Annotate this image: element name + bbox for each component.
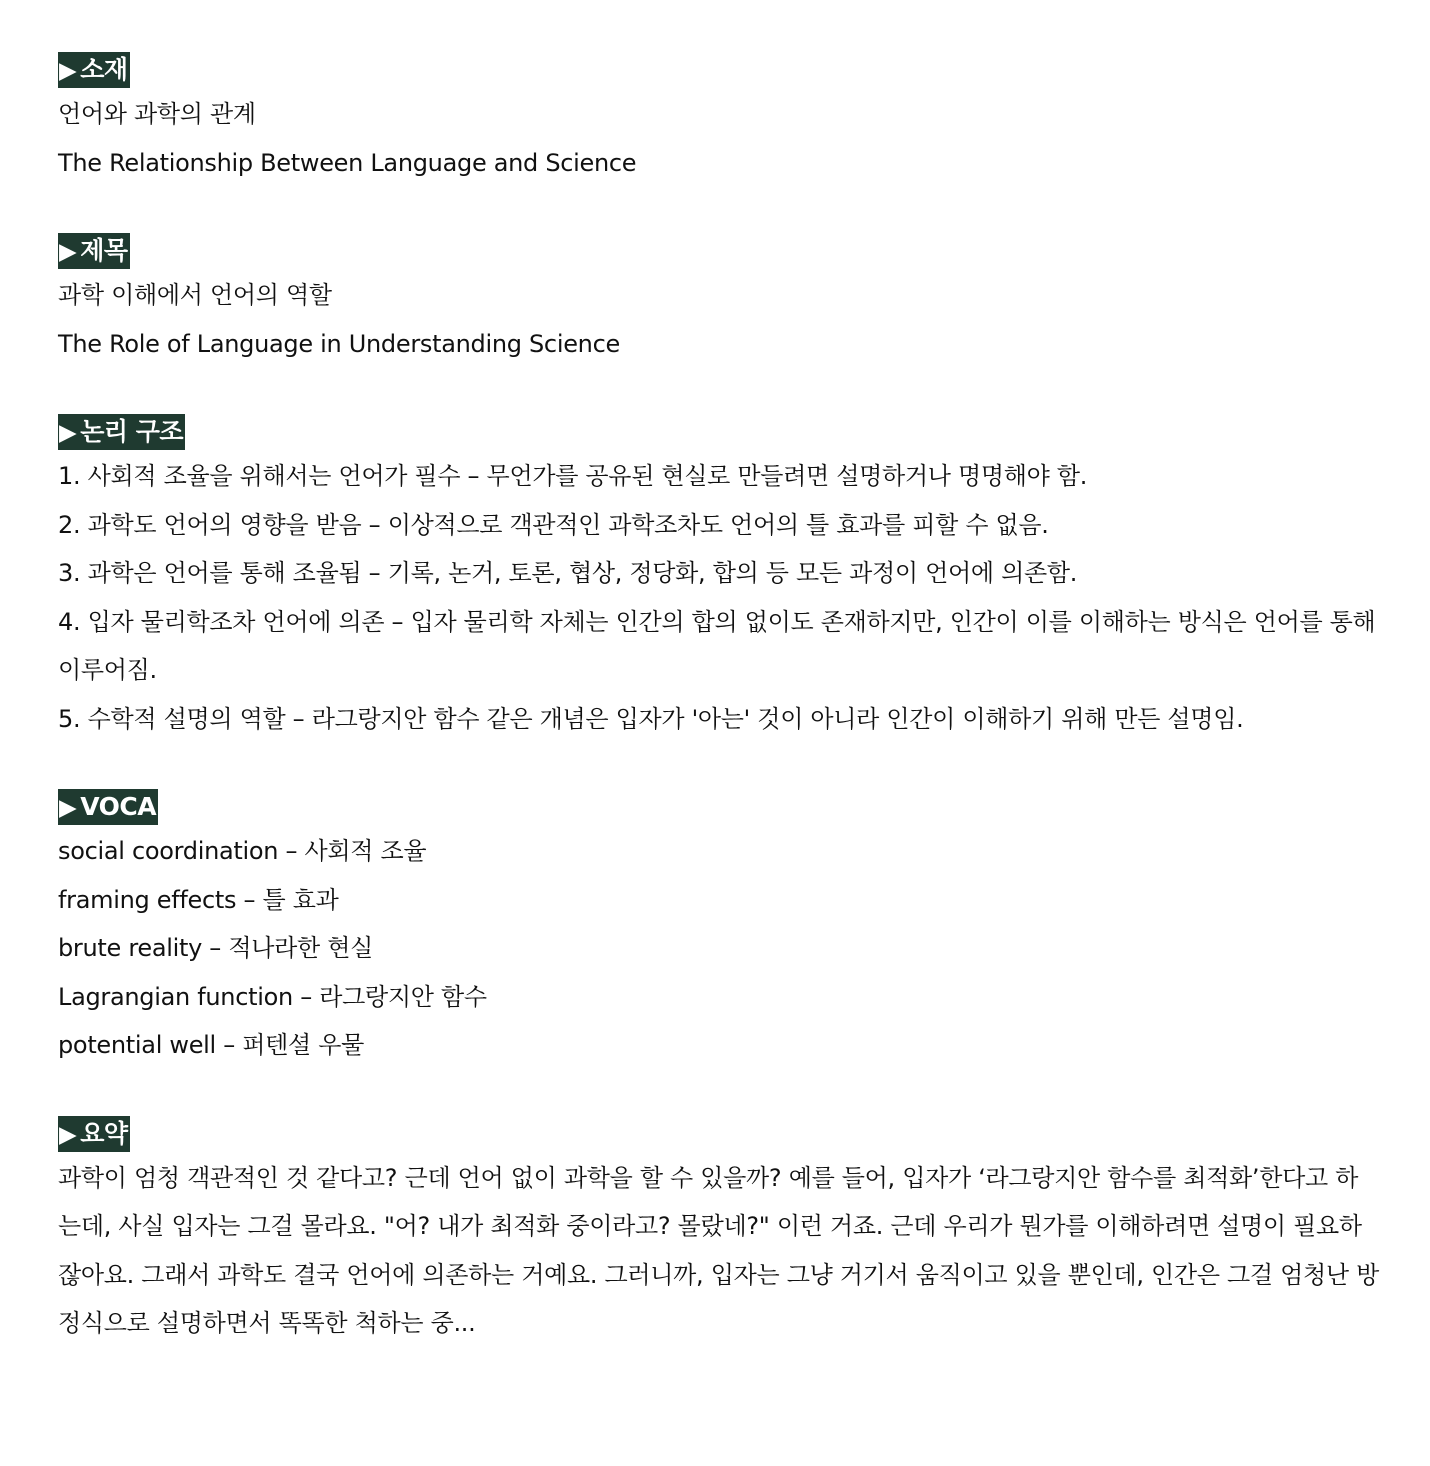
voca-item: Lagrangian function – 라그랑지안 함수 [58,982,487,1011]
play-triangle-icon: ▶ [59,58,77,84]
structure-item: 2. 과학도 언어의 영향을 받음 – 이상적으로 객관적인 과학조차도 언어의 틀 효과를 피할 수 없음. [58,510,1049,539]
structure-item: 1. 사회적 조율을 위해서는 언어가 필수 – 무언가를 공유된 현실로 만들려면 설명하거나 명명해야 함. [58,462,1088,490]
section-topic [58,52,1390,187]
play-triangle-icon: ▶ [59,795,77,821]
voca-item: potential well – 퍼텐셜 우물 [58,1031,365,1059]
section-heading-label: 논리 구조 [80,417,184,446]
structure-item: 3. 과학은 언어를 통해 조율됨 – 기록, 논거, 토론, 협상, 정당화, 합의 등 모든 과정이 언어에 의존함. [58,559,1078,587]
summary-paragraph: 과학이 엄청 객관적인 것 같다고? 근데 언어 없이 과학을 할 수 있을까? 예를 들어, 입자가 ‘라그랑지안 함수를 최적화’한다고 하는데, 사실 입자는 그걸 몰라요. "어? 내가 최적화 중이라고? 몰랐네?" 이런 거죠. 근데 우리가 뭔가를 이해하려면 설명이 필요하잖아요. 그래서 과학도 결국 언어에 의존하는 거예요. 그러니까, 입자는 그냥 거기서 움직이고 있을 뿐인데, 인간은 그걸 엄청난 방정식으로 설명하면서 똑똑한 척하는 중... [58,1163,1379,1337]
voca-item: brute reality – 적나라한 현실 [58,934,373,962]
title-korean: 과학 이해에서 언어의 역할 [58,281,332,309]
section-summary [58,1116,1390,1348]
section-heading-label: 요약 [80,1118,128,1148]
voca-item: framing effects – 틀 효과 [58,885,339,914]
section-heading-label: 소재 [80,55,128,84]
structure-item: 5. 수학적 설명의 역할 – 라그랑지안 함수 같은 개념은 입자가 '아는' 것이 아니라 인간이 이해하기 위해 만든 설명임. [58,704,1244,733]
play-triangle-icon: ▶ [59,420,77,446]
topic-korean: 언어와 과학의 관계 [58,100,256,128]
section-structure [58,414,1390,743]
section-title [58,233,1390,368]
section-heading-summary [58,1116,130,1152]
section-heading-structure [58,414,185,450]
structure-item: 4. 입자 물리학조차 언어에 의존 – 입자 물리학 자체는 인간의 합의 없이도 존재하지만, 인간이 이를 이해하는 방식은 언어를 통해 이루어짐. [58,607,1376,684]
play-triangle-icon: ▶ [59,239,77,265]
section-heading-voca [58,789,158,825]
section-voca [58,789,1390,1070]
section-heading-topic [58,52,130,88]
topic-english: The Relationship Between Language and Science [58,148,637,177]
section-heading-label: VOCA [80,792,157,821]
title-english: The Role of Language in Understanding Science [58,329,620,358]
voca-item: social coordination – 사회적 조율 [58,837,427,865]
play-triangle-icon: ▶ [59,1121,77,1148]
section-heading-title [58,233,130,269]
section-heading-label: 제목 [80,236,128,265]
